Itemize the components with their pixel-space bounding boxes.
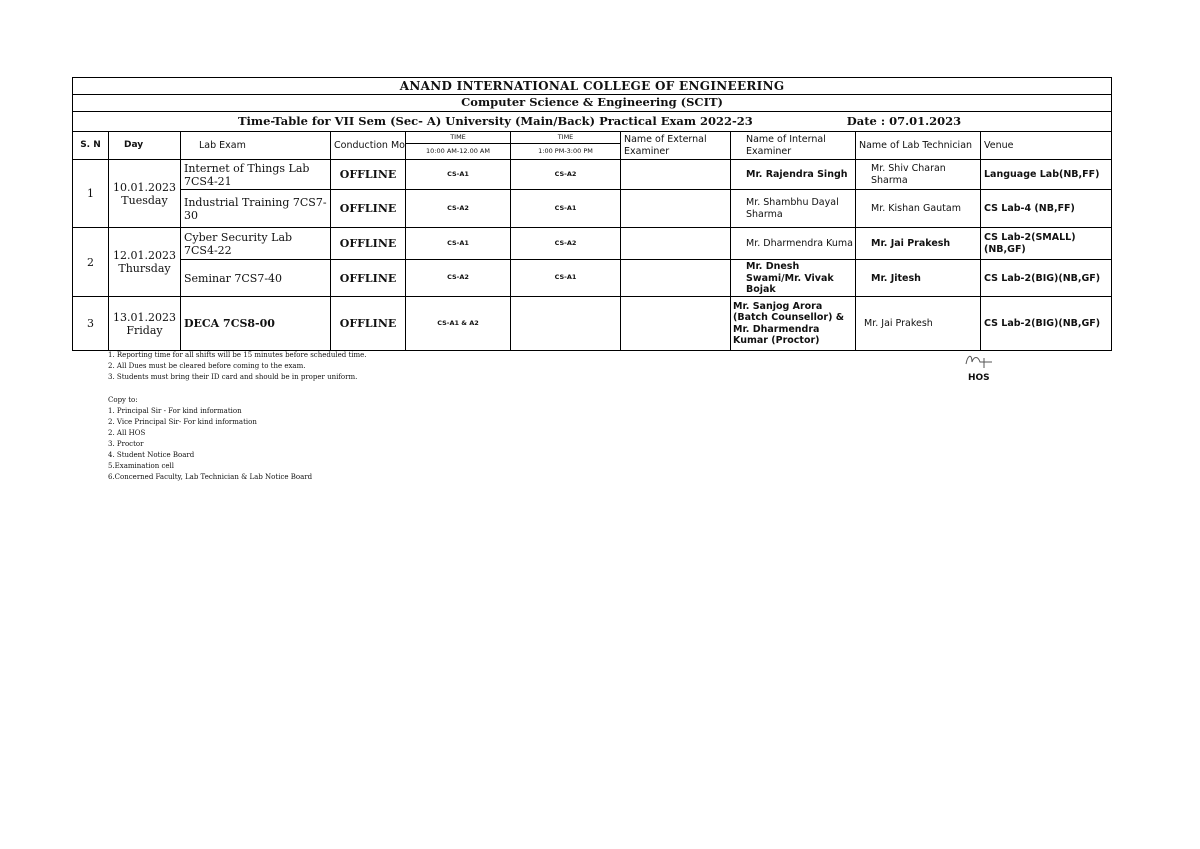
copy-to-item: 4. Student Notice Board [108,451,195,459]
row-mode: OFFLINE [331,160,406,190]
row-weekday: Thursday [118,262,171,276]
row-venue: CS Lab-4 (NB,FF) [981,190,1112,228]
timetable-title: Time-Table for VII Sem (Sec- A) University (Main/Back) Practical Exam 2022-23 [238,113,753,128]
copy-to-label: Copy to: [108,396,138,404]
row-lab: Seminar 7CS7-40 [181,260,331,297]
row-external [621,160,731,190]
row-slot1: CS-A2 [406,190,511,228]
row-sn: 1 [73,160,109,228]
signature-label: HOS [968,373,990,383]
header-day: Day [109,132,181,160]
row-venue: CS Lab-2(BIG)(NB,GF) [981,260,1112,297]
date-label: Date : 07.01.2023 [846,113,962,128]
header-slot-2: 1:00 PM-3:00 PM [511,144,621,160]
note-item: 3. Students must bring their ID card and should be in proper uniform. [108,373,358,381]
row-internal: Mr. Sanjog Arora (Batch Counsellor) & Mr. Dharmendra Kumar (Proctor) [731,297,856,351]
row-slot1: CS-A2 [406,260,511,297]
row-external [621,228,731,260]
row-technician: Mr. Jitesh [856,260,981,297]
header-venue: Venue [981,132,1112,160]
row-venue: CS Lab-2(SMALL)(NB,GF) [981,228,1112,260]
row-lab: DECA 7CS8-00 [181,297,331,351]
note-item: 2. All Dues must be cleared before coming to the exam. [108,362,306,370]
row-date: 13.01.2023 [113,310,176,324]
header-sn: S. N [73,132,109,160]
copy-to-item: 2. Vice Principal Sir- For kind information [108,418,257,426]
row-venue: CS Lab-2(BIG)(NB,GF) [981,297,1112,351]
table-row [73,228,1112,260]
row-slot2 [511,297,621,351]
header-conduction-mode: Conduction Mo [331,132,406,160]
notes-list [108,350,367,383]
row-internal: Mr. Shambhu Dayal Sharma [731,190,856,228]
copy-to-item: 2. All HOS [108,429,146,437]
copy-to-item: 6.Concerned Faculty, Lab Technician & Lab Notice Board [108,473,313,481]
row-weekday: Tuesday [121,193,168,207]
copy-to-item: 1. Principal Sir - For kind information [108,407,242,415]
row-lab: Cyber Security Lab 7CS4-22 [181,228,331,260]
row-technician: Mr. Jai Prakesh [856,228,981,260]
row-internal: Mr. Dnesh Swami/Mr. Vivak Bojak [731,260,856,297]
row-weekday: Friday [126,323,163,337]
row-mode: OFFLINE [331,190,406,228]
table-row [73,190,1112,228]
row-technician: Mr. Kishan Gautam [856,190,981,228]
row-technician: Mr. Jai Prakesh [856,297,981,351]
header-lab-technician: Name of Lab Technician [856,132,981,160]
row-day [109,228,181,297]
row-slot1: CS-A1 [406,228,511,260]
row-venue: Language Lab(NB,FF) [981,160,1112,190]
header-slot-1: 10:00 AM-12.00 AM [406,144,511,160]
row-slot2: CS-A1 [511,190,621,228]
timetable [72,77,1112,351]
row-technician: Mr. Shiv Charan Sharma [856,160,981,190]
department-name: Computer Science & Engineering (SCIT) [73,95,1112,112]
row-lab: Industrial Training 7CS7-30 [181,190,331,228]
header-internal-examiner: Name of Internal Examiner [731,132,856,160]
row-sn: 2 [73,228,109,297]
table-row [73,297,1112,351]
row-day [109,297,181,351]
copy-to-item: 5.Examination cell [108,462,175,470]
header-time-1: TIME [406,132,511,144]
row-lab: Internet of Things Lab 7CS4-21 [181,160,331,190]
row-external [621,297,731,351]
row-internal: Mr. Rajendra Singh [731,160,856,190]
signature-mark [962,350,1002,370]
row-mode: OFFLINE [331,260,406,297]
row-mode: OFFLINE [331,228,406,260]
row-external [621,260,731,297]
row-date: 10.01.2023 [113,180,176,194]
header-time-2: TIME [511,132,621,144]
row-slot2: CS-A2 [511,160,621,190]
row-mode: OFFLINE [331,297,406,351]
copy-to-item: 3. Proctor [108,440,144,448]
row-slot2: CS-A2 [511,228,621,260]
row-day [109,160,181,228]
row-date: 12.01.2023 [113,249,176,263]
table-row [73,160,1112,190]
header-external-examiner: Name of External Examiner [621,132,731,160]
row-slot2: CS-A1 [511,260,621,297]
note-item: 1. Reporting time for all shifts will be 15 minutes before scheduled time. [108,351,367,359]
copy-to-list [108,395,312,483]
row-external [621,190,731,228]
row-slot1: CS-A1 [406,160,511,190]
college-name: ANAND INTERNATIONAL COLLEGE OF ENGINEERING [73,78,1112,95]
row-internal: Mr. Dharmendra Kuma [731,228,856,260]
row-sn: 3 [73,297,109,351]
header-lab-exam: Lab Exam [181,132,331,160]
table-row [73,260,1112,297]
row-slot1: CS-A1 & A2 [406,297,511,351]
